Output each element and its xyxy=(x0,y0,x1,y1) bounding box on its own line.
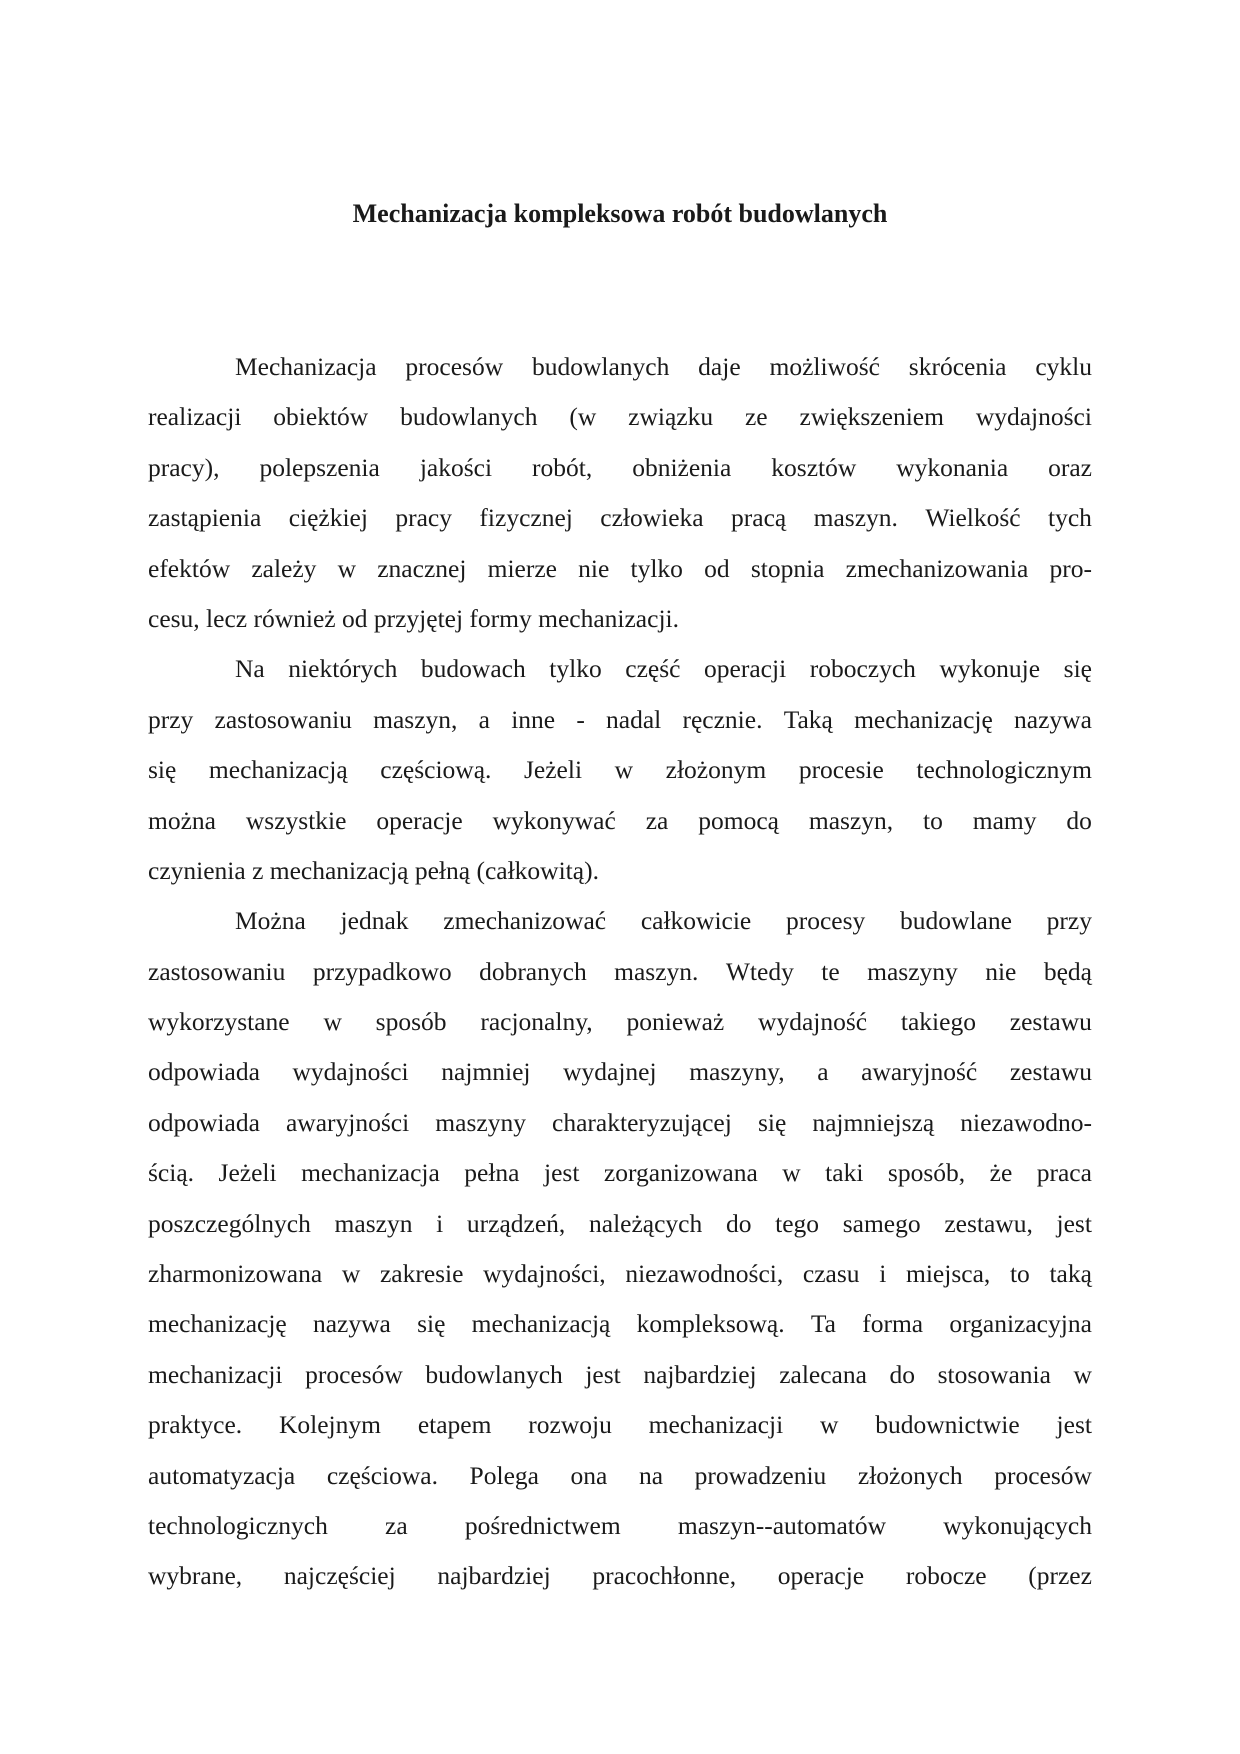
word: charakteryzującej xyxy=(552,1107,732,1137)
word: takiego xyxy=(900,1007,976,1037)
word: praca xyxy=(1036,1158,1092,1188)
word: częściowa. xyxy=(326,1460,438,1490)
word: ponieważ xyxy=(626,1007,725,1037)
word: niektórych xyxy=(288,654,398,684)
word: taki xyxy=(825,1158,864,1188)
word: Jeżeli xyxy=(218,1158,277,1188)
paragraph-3-line xyxy=(148,1199,1092,1249)
paragraph-1-line xyxy=(148,493,1092,543)
word: jakości xyxy=(419,452,493,482)
word: roboczych xyxy=(809,654,916,684)
word: inne xyxy=(511,704,556,734)
word: nazywa xyxy=(1014,704,1092,734)
word: złożonych xyxy=(857,1460,963,1490)
word: ze xyxy=(744,402,768,432)
word: zakresie xyxy=(379,1259,464,1289)
word: cyklu xyxy=(1035,352,1092,381)
word: to xyxy=(923,805,943,835)
word: rozwoju xyxy=(528,1410,612,1440)
word: można xyxy=(148,805,216,835)
word: urządzeń, xyxy=(466,1208,566,1238)
word: Ta xyxy=(810,1309,836,1339)
word: nie xyxy=(985,956,1017,986)
word: poszczególnych xyxy=(148,1208,311,1238)
word: obniżenia xyxy=(632,452,732,482)
paragraph-3-line xyxy=(148,1350,1092,1400)
word: awaryjność xyxy=(861,1057,978,1087)
word: w xyxy=(323,1007,342,1037)
word: operacji xyxy=(704,654,787,684)
word: taką xyxy=(1049,1259,1092,1289)
word: kompleksową. xyxy=(636,1309,785,1339)
word: maszyn, xyxy=(373,704,458,734)
paragraph-3-line xyxy=(148,947,1092,997)
word: maszyny, xyxy=(689,1057,785,1087)
word: mechanizacji xyxy=(648,1410,784,1440)
word: najbardziej xyxy=(643,1359,757,1389)
word: za xyxy=(645,805,669,835)
word: budownictwie xyxy=(875,1410,1020,1440)
paragraph-1-line xyxy=(148,342,1092,392)
paragraph-3-line xyxy=(148,1400,1092,1450)
word: maszyn xyxy=(334,1208,413,1238)
word: się xyxy=(1063,654,1092,684)
word: się xyxy=(757,1107,787,1137)
word: tych xyxy=(1048,503,1092,533)
paragraph-1-line xyxy=(148,544,1092,594)
word: zastosowaniu xyxy=(214,704,352,734)
paragraph-1-line xyxy=(148,443,1092,493)
word: Kolejnym xyxy=(278,1410,381,1440)
word: maszyn. xyxy=(813,503,898,533)
word: realizacji xyxy=(148,402,242,432)
word: ona xyxy=(570,1460,608,1490)
word: wykonywać xyxy=(492,805,616,835)
word: zestawu xyxy=(1009,1057,1092,1087)
document-body xyxy=(148,342,1092,1602)
word: pośrednictwem xyxy=(464,1510,621,1540)
word: ścią. xyxy=(148,1158,195,1188)
word: automatyzacja xyxy=(148,1460,296,1490)
word: Wtedy xyxy=(725,956,794,986)
paragraph-2-line xyxy=(148,745,1092,795)
word: zależy xyxy=(251,553,317,583)
word: niezawodności, xyxy=(625,1259,784,1289)
paragraph-3-line xyxy=(148,1299,1092,1349)
word: że xyxy=(989,1158,1013,1188)
paragraph-3-line xyxy=(148,997,1092,1047)
word: dobranych xyxy=(479,956,587,986)
word: (przez xyxy=(1028,1561,1092,1591)
word: budowach xyxy=(420,654,526,684)
word: jest xyxy=(1056,1410,1092,1440)
word: jednak xyxy=(340,906,409,936)
word: wybrane, xyxy=(148,1561,243,1591)
word: Na xyxy=(235,654,265,684)
word: mechanizacją xyxy=(208,755,348,785)
word: maszyny xyxy=(867,956,958,986)
word: wydajności, xyxy=(483,1259,606,1289)
word: nadal xyxy=(606,704,662,734)
word: w xyxy=(1073,1359,1092,1389)
word: najbardziej xyxy=(437,1561,551,1591)
word: Polega xyxy=(469,1460,539,1490)
word: mierze xyxy=(487,553,557,583)
document-title: Mechanizacja kompleksowa robót budowlanych xyxy=(352,199,888,228)
paragraph-2-line xyxy=(148,695,1092,745)
paragraph-3-line xyxy=(148,1501,1092,1551)
word: zalecana xyxy=(779,1359,867,1389)
word: najmniejszą xyxy=(812,1107,935,1137)
word: racjonalny, xyxy=(480,1007,593,1037)
word: wszystkie xyxy=(245,805,347,835)
word: złożonym xyxy=(665,755,767,785)
word: pro- xyxy=(1049,553,1092,583)
word: część xyxy=(625,654,681,684)
word: zestawu, xyxy=(944,1208,1033,1238)
word: praktyce. xyxy=(148,1410,243,1440)
word: Jeżeli xyxy=(523,755,583,785)
paragraph-3-line xyxy=(148,1047,1092,1097)
paragraph-2-line: czynienia z mechanizacją pełną (całkowitą). xyxy=(148,855,599,885)
word: mechanizacja xyxy=(301,1158,440,1188)
word: od xyxy=(704,553,730,583)
word: jest xyxy=(544,1158,580,1188)
word: człowieka xyxy=(600,503,704,533)
word: ciężkiej xyxy=(288,503,368,533)
paragraph-1-line: cesu, lecz również od przyjętej formy mechanizacji. xyxy=(148,603,679,633)
word: pracą xyxy=(731,503,787,533)
word: te xyxy=(821,956,840,986)
word: i xyxy=(436,1208,444,1238)
word: w xyxy=(341,1259,361,1289)
word: wykonania xyxy=(896,452,1009,482)
word: pracochłonne, xyxy=(592,1561,737,1591)
word: za xyxy=(385,1510,408,1540)
word: najczęściej xyxy=(283,1561,396,1591)
word: najmniej xyxy=(441,1057,531,1087)
paragraph-1-line xyxy=(148,392,1092,442)
paragraph-3-line xyxy=(148,1551,1092,1601)
word: pomocą xyxy=(698,805,779,835)
word: polepszenia xyxy=(259,452,380,482)
word: budowlanych xyxy=(425,1359,563,1389)
word: nazywa xyxy=(312,1309,391,1339)
word: skrócenia xyxy=(908,352,1007,381)
word: Wielkość xyxy=(925,503,1021,533)
word: do xyxy=(1066,805,1092,835)
word: procesów xyxy=(405,352,504,381)
word: i xyxy=(879,1259,887,1289)
word: zmechanizować xyxy=(443,906,607,936)
word: a xyxy=(817,1057,829,1087)
word: maszyn--automatów xyxy=(677,1510,887,1540)
word: organizacyjna xyxy=(949,1309,1092,1339)
paragraph-3-line xyxy=(148,1148,1092,1198)
word: tego xyxy=(775,1208,820,1238)
word: zwiększeniem xyxy=(799,402,944,432)
word: (w xyxy=(569,402,597,432)
paragraph-3-line xyxy=(148,1249,1092,1299)
word: robocze xyxy=(905,1561,987,1591)
word: zharmonizowana xyxy=(148,1259,323,1289)
word: pracy xyxy=(395,503,453,533)
word: w xyxy=(614,755,634,785)
word: budowlanych xyxy=(531,352,670,381)
word: Mechanizacja xyxy=(235,352,377,381)
word: stopnia xyxy=(750,553,825,583)
word: do xyxy=(725,1208,752,1238)
word: samego xyxy=(842,1208,921,1238)
word: w xyxy=(337,553,357,583)
word: Można xyxy=(235,906,306,936)
word: ręcznie. xyxy=(682,704,763,734)
word: zorganizowana xyxy=(603,1158,758,1188)
word: stosowania xyxy=(937,1359,1051,1389)
word: procesy xyxy=(786,906,866,936)
word: - xyxy=(576,704,585,734)
paragraph-3-line xyxy=(148,1098,1092,1148)
paragraph-3-line xyxy=(148,896,1092,946)
word: maszyn. xyxy=(614,956,699,986)
word: przy xyxy=(148,704,194,734)
word: technologicznym xyxy=(916,755,1092,785)
word: sposób xyxy=(375,1007,447,1037)
word: tylko xyxy=(549,654,602,684)
word: mechanizację xyxy=(148,1309,287,1339)
word: budowlanych xyxy=(400,402,538,432)
word: procesów xyxy=(994,1460,1092,1490)
word: mamy xyxy=(972,805,1037,835)
word: wydajność xyxy=(758,1007,868,1037)
word: pracy), xyxy=(148,452,220,482)
word: to xyxy=(1009,1259,1030,1289)
word: technologicznych xyxy=(148,1510,328,1540)
word: wydajnej xyxy=(563,1057,657,1087)
word: wykorzystane xyxy=(148,1007,290,1037)
word: forma xyxy=(862,1309,924,1339)
word: zestawu xyxy=(1009,1007,1092,1037)
word: fizycznej xyxy=(479,503,573,533)
word: oraz xyxy=(1048,452,1092,482)
word: a xyxy=(478,704,490,734)
word: maszyny xyxy=(435,1107,526,1137)
word: nie xyxy=(578,553,610,583)
word: odpowiada xyxy=(148,1057,260,1087)
word: miejsca, xyxy=(906,1259,991,1289)
word: obiektów xyxy=(273,402,369,432)
word: do xyxy=(889,1359,916,1389)
word: niezawodno- xyxy=(960,1107,1092,1137)
word: maszyn, xyxy=(808,805,894,835)
word: się xyxy=(417,1309,446,1339)
word: wydajności xyxy=(975,402,1092,432)
word: daje xyxy=(698,352,741,381)
word: prowadzeniu xyxy=(694,1460,827,1490)
word: mechanizację xyxy=(854,704,993,734)
word: możliwość xyxy=(769,352,880,381)
word: czasu xyxy=(802,1259,860,1289)
word: przy xyxy=(1046,906,1092,936)
word: wykonuje xyxy=(939,654,1041,684)
word: budowlane xyxy=(900,906,1012,936)
word: etapem xyxy=(417,1410,492,1440)
word: częściową. xyxy=(380,755,492,785)
word: efektów xyxy=(148,553,231,583)
word: sposób, xyxy=(887,1158,966,1188)
word: robót, xyxy=(532,452,593,482)
word: odpowiada xyxy=(148,1107,260,1137)
word: jest xyxy=(585,1359,621,1389)
word: wykonujących xyxy=(943,1510,1092,1540)
word: w xyxy=(819,1410,839,1440)
paragraph-2-line xyxy=(148,644,1092,694)
word: się xyxy=(148,755,177,785)
word: pełna xyxy=(464,1158,520,1188)
word: zmechanizowania xyxy=(845,553,1029,583)
word: znacznej xyxy=(377,553,467,583)
word: procesów xyxy=(305,1359,403,1389)
word: operacje xyxy=(777,1561,865,1591)
word: całkowicie xyxy=(640,906,752,936)
word: operacje xyxy=(376,805,463,835)
word: zastosowaniu xyxy=(148,956,286,986)
word: tylko xyxy=(630,553,683,583)
word: jest xyxy=(1056,1208,1092,1238)
word: w xyxy=(782,1158,801,1188)
word: na xyxy=(638,1460,664,1490)
word: wydajności xyxy=(292,1057,409,1087)
word: awaryjności xyxy=(285,1107,410,1137)
paragraph-3-line xyxy=(148,1451,1092,1501)
word: przypadkowo xyxy=(312,956,452,986)
word: Taką xyxy=(783,704,833,734)
word: będą xyxy=(1043,956,1092,986)
word: kosztów xyxy=(771,452,857,482)
word: należących xyxy=(589,1208,703,1238)
word: zastąpienia xyxy=(148,503,262,533)
word: mechanizacji xyxy=(148,1359,283,1389)
paragraph-2-line xyxy=(148,796,1092,846)
word: związku xyxy=(628,402,714,432)
word: mechanizacją xyxy=(471,1309,611,1339)
word: procesie xyxy=(798,755,884,785)
